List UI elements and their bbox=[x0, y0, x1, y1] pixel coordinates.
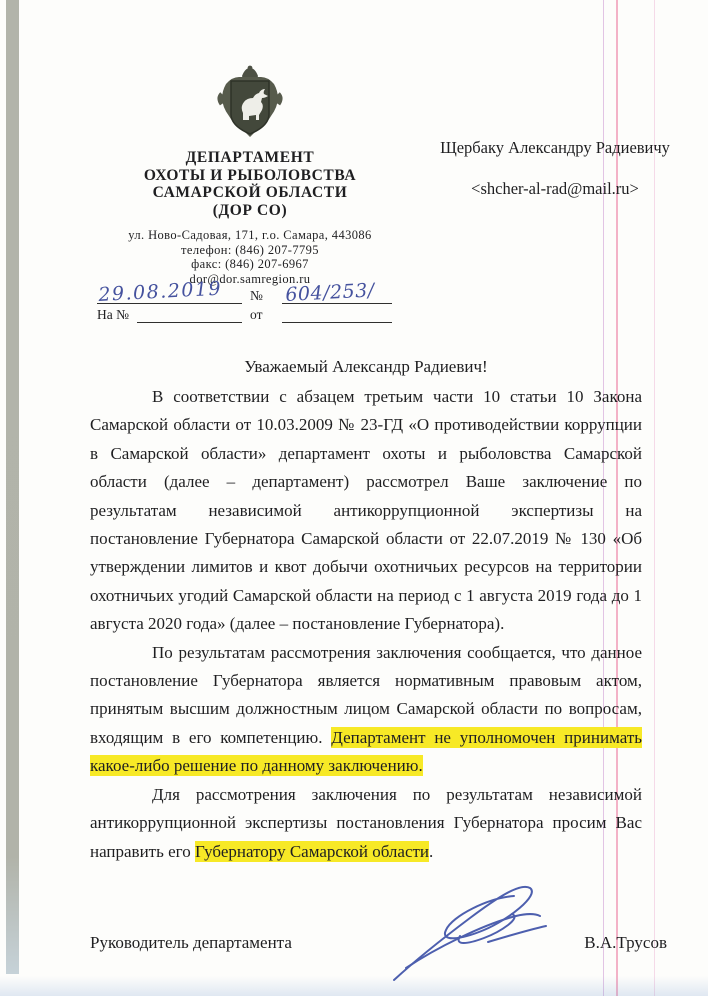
org-email: dor@dor.samregion.ru bbox=[189, 271, 311, 286]
body-text: Для рассмотрения заключения по результатам независимой антикоррупционной экспертизы постановления Губернатора просим Вас направить его bbox=[90, 784, 642, 861]
recipient-name: Щербаку Александру Радиевичу bbox=[440, 138, 670, 157]
signature-row bbox=[90, 933, 667, 953]
recipient-block bbox=[418, 138, 692, 199]
org-address: ул. Ново-Садовая, 171, г.о. Самара, 443086 bbox=[128, 228, 372, 242]
signer-title: Руководитель департамента bbox=[90, 933, 292, 952]
recipient-email: <shcher-al-rad@mail.ru> bbox=[471, 179, 639, 198]
scan-bottom-artifact bbox=[0, 976, 708, 996]
org-contacts bbox=[85, 228, 415, 286]
highlighted-text: Губернатору Самарской области bbox=[194, 841, 430, 861]
on-number-label: На № bbox=[97, 307, 129, 322]
body-paragraph bbox=[90, 639, 642, 781]
body-paragraph bbox=[90, 781, 642, 866]
org-name-line: ОХОТЫ И РЫБОЛОВСТВА bbox=[143, 166, 357, 184]
org-name-line: ДЕПАРТАМЕНТ bbox=[185, 149, 315, 166]
handwritten-date: 29.08.2019 bbox=[97, 277, 223, 306]
salutation: Уважаемый Александр Радиевич! bbox=[244, 357, 488, 376]
highlighted-text: Департамент не уполномочен принимать какое-либо решение по данному заключению. bbox=[90, 727, 643, 776]
scan-edge-artifact bbox=[6, 0, 19, 974]
handwritten-number: 604/253/ bbox=[284, 279, 376, 306]
number-symbol: № bbox=[250, 288, 263, 303]
handwritten-signature bbox=[388, 872, 553, 987]
on-number-line bbox=[97, 304, 242, 323]
body-text: В соответствии с абзацем третьим части 10 статьи 10 Закона Самарской области от 10.03.2009 № 23-ГД «О противодействии коррупции в Самарской области» департамент охоты и рыболовства Самарской области (далее – департамент) рассмотрел Ваше заключение по результатам независимой антикоррупционной экспертизы на постановление Губернатора Самарской области от 22.07.2019 № 130 «Об утверждении лимитов и квот добычи охотничьих ресурсов на территории охотничьих угодий Самарской области на период с 1 августа 2019 года до 1 августа 2020 года» (далее – постановление Губернатора). bbox=[90, 387, 642, 634]
org-phone: телефон: (846) 207-7795 bbox=[181, 242, 319, 257]
from-label: от bbox=[250, 307, 263, 322]
letterhead bbox=[85, 64, 415, 286]
org-name bbox=[85, 149, 415, 219]
body-text: . bbox=[429, 841, 434, 861]
org-fax: факс: (846) 207-6967 bbox=[191, 257, 309, 271]
org-name-line: (ДОР СО) bbox=[212, 201, 288, 219]
number-line bbox=[282, 279, 392, 304]
letter-body bbox=[90, 383, 642, 866]
body-text: По результатам рассмотрения заключения сообщается, что данное постановление Губернатора является нормативным правовым актом, принятым высшим должностным лицом Самарской области по вопросам, входящим в его компетенцию. bbox=[90, 642, 642, 747]
date-line bbox=[97, 279, 242, 304]
from-line bbox=[282, 303, 392, 323]
body-paragraph bbox=[90, 383, 642, 639]
org-name-line: САМАРСКОЙ ОБЛАСТИ bbox=[152, 184, 348, 201]
signer-name: В.А.Трусов bbox=[584, 933, 667, 952]
underline bbox=[137, 322, 242, 323]
samara-coat-of-arms-emblem bbox=[214, 64, 286, 144]
